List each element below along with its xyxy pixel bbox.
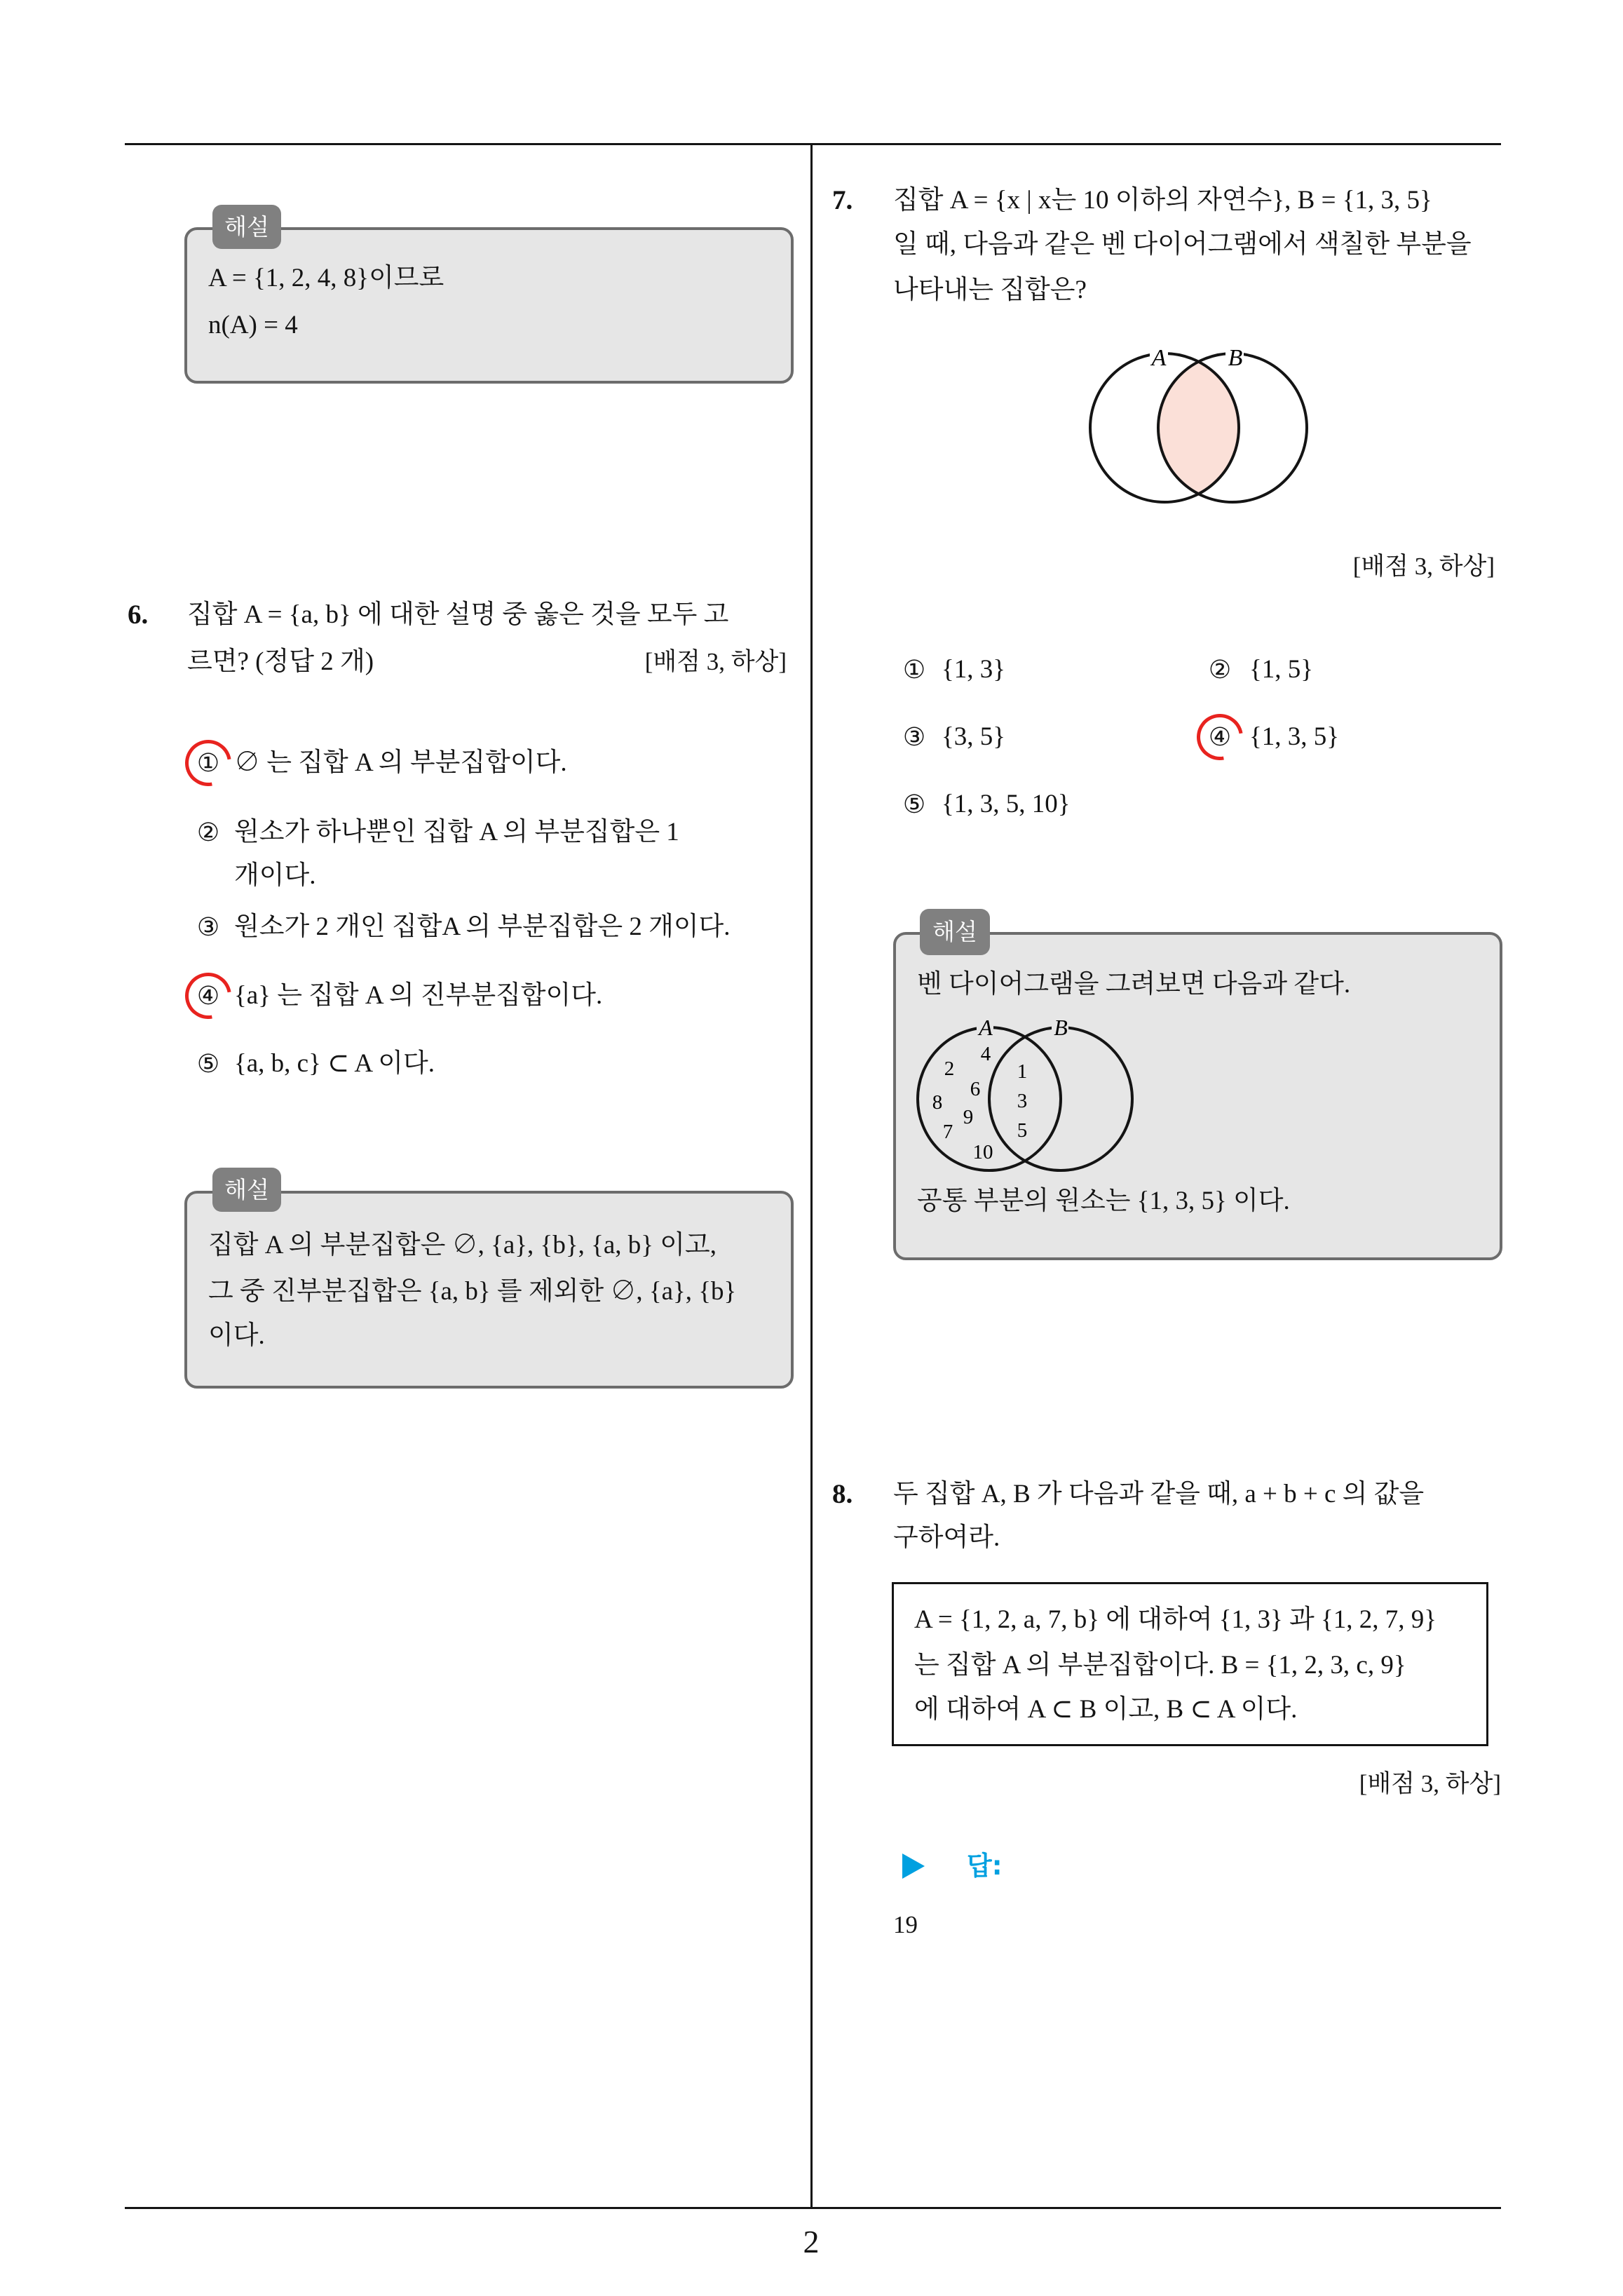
venn-label-b: B bbox=[1054, 1017, 1068, 1040]
venn-label-b: B bbox=[1228, 345, 1243, 371]
explanation-tag: 해설 bbox=[212, 1168, 281, 1212]
explanation-line: 공통 부분의 원소는 {1, 3, 5} 이다. bbox=[917, 1187, 1290, 1215]
option-mark[interactable]: ② bbox=[196, 818, 220, 846]
option-mark[interactable]: ④ bbox=[1204, 722, 1235, 752]
score-label: [배점 3, 하상] bbox=[1359, 1770, 1501, 1797]
question-text: 두 집합 A, B 가 다음과 같을 때, a + b + c 의 값을 bbox=[893, 1480, 1425, 1508]
venn-element: 5 bbox=[1017, 1119, 1028, 1142]
option-mark[interactable]: ④ bbox=[193, 980, 224, 1011]
explanation-line: n(A) = 4 bbox=[208, 311, 298, 339]
condition-line: 는 집합 A 의 부분집합이다. B = {1, 2, 3, c, 9} bbox=[914, 1651, 1406, 1680]
option-mark[interactable]: ⑤ bbox=[196, 1050, 220, 1078]
venn-label-a: A bbox=[979, 1017, 993, 1040]
question-number: 6. bbox=[128, 600, 149, 630]
option-mark[interactable]: ③ bbox=[196, 913, 220, 941]
venn-element: 4 bbox=[980, 1043, 991, 1065]
question-number: 8. bbox=[832, 1479, 853, 1509]
venn-label-a: A bbox=[1151, 345, 1167, 371]
explanation-box-1 bbox=[184, 227, 794, 384]
venn-element: 3 bbox=[1017, 1090, 1028, 1112]
answer-label: 답: bbox=[967, 1851, 1003, 1881]
explanation-line: 그 중 진부분집합은 {a, b} 를 제외한 ∅, {a}, {b} bbox=[208, 1277, 737, 1306]
option-text[interactable]: {1, 3, 5, 10} bbox=[942, 790, 1071, 818]
option-text[interactable]: {1, 3} bbox=[942, 655, 1006, 684]
column-divider bbox=[810, 144, 813, 2208]
question-text: 구하여라. bbox=[893, 1523, 1000, 1552]
question-number: 7. bbox=[832, 185, 853, 215]
explanation-line: 집합 A 의 부분집합은 ∅, {a}, {b}, {a, b} 이고, bbox=[208, 1231, 717, 1260]
venn-element: 6 bbox=[970, 1078, 981, 1100]
explanation-line: 벤 다이어그램을 그려보면 다음과 같다. bbox=[917, 970, 1351, 999]
option-mark[interactable]: ① bbox=[902, 656, 926, 684]
option-text[interactable]: 개이다. bbox=[234, 861, 316, 890]
option-mark[interactable]: ③ bbox=[902, 723, 926, 751]
explanation-tag: 해설 bbox=[920, 909, 990, 955]
venn-element: 7 bbox=[942, 1121, 953, 1143]
venn-diagram bbox=[1073, 344, 1318, 512]
option-text[interactable]: {1, 5} bbox=[1249, 655, 1314, 684]
option-mark[interactable]: ⑤ bbox=[902, 790, 926, 818]
question-text: 일 때, 다음과 같은 벤 다이어그램에서 색칠한 부분을 bbox=[893, 230, 1472, 259]
condition-line: A = {1, 2, a, 7, b} 에 대하여 {1, 3} 과 {1, 2, 7, 9} bbox=[914, 1605, 1437, 1634]
venn-element: 10 bbox=[972, 1141, 993, 1163]
triangle-icon bbox=[902, 1853, 925, 1879]
page-number: 2 bbox=[803, 2224, 820, 2260]
option-text[interactable]: 원소가 하나뿐인 집합 A 의 부분집합은 1 bbox=[234, 818, 679, 846]
question-text: 집합 A = {x | x는 10 이하의 자연수}, B = {1, 3, 5} bbox=[893, 186, 1432, 215]
answer-value[interactable]: 19 bbox=[893, 1911, 918, 1938]
option-text[interactable]: {a} 는 집합 A 의 진부분집합이다. bbox=[234, 981, 603, 1010]
venn-element: 2 bbox=[944, 1058, 955, 1080]
score-label: [배점 3, 하상] bbox=[644, 648, 787, 675]
option-mark[interactable]: ① bbox=[193, 748, 224, 778]
option-text[interactable]: ∅ 는 집합 A 의 부분집합이다. bbox=[234, 748, 567, 777]
option-text[interactable]: {3, 5} bbox=[942, 722, 1006, 751]
question-text: 나타내는 집합은? bbox=[893, 276, 1087, 304]
venn-element: 1 bbox=[1017, 1060, 1028, 1083]
top-rule bbox=[125, 143, 1501, 145]
venn-diagram-solution bbox=[904, 1017, 1157, 1180]
option-text[interactable]: 원소가 2 개인 집합A 의 부분집합은 2 개이다. bbox=[234, 912, 731, 941]
venn-element: 9 bbox=[963, 1106, 974, 1128]
condition-line: 에 대하여 A ⊂ B 이고, B ⊂ A 이다. bbox=[914, 1695, 1298, 1724]
explanation-tag: 해설 bbox=[212, 205, 281, 249]
question-text: 르면? (정답 2 개) bbox=[187, 647, 374, 676]
explanation-line: A = {1, 2, 4, 8}이므로 bbox=[208, 264, 444, 292]
question-text: 집합 A = {a, b} 에 대한 설명 중 옳은 것을 모두 고 bbox=[187, 600, 729, 629]
option-mark[interactable]: ② bbox=[1208, 656, 1232, 684]
venn-element: 8 bbox=[932, 1091, 943, 1114]
score-label: [배점 3, 하상] bbox=[1352, 553, 1495, 580]
option-text[interactable]: {1, 3, 5} bbox=[1249, 722, 1340, 751]
explanation-line: 이다. bbox=[208, 1321, 265, 1350]
bottom-rule bbox=[125, 2207, 1501, 2209]
option-text[interactable]: {a, b, c} ⊂ A 이다. bbox=[234, 1049, 435, 1078]
